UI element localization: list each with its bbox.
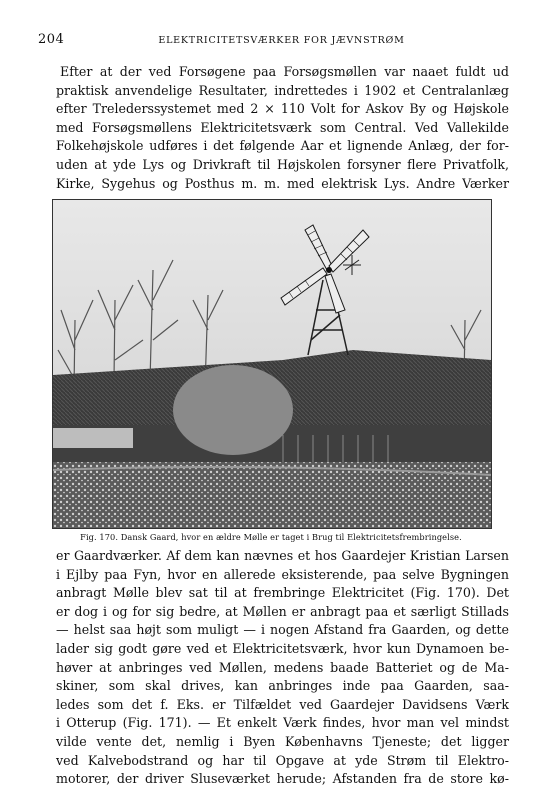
figure-170-photo bbox=[52, 199, 492, 529]
text-line: vilde vente det, nemlig i Byen Københavns Tjeneste; det ligger bbox=[56, 733, 509, 749]
text-line: ved Kalvebodstrand og har til Opgave at yde Strøm til Elektro- bbox=[56, 752, 509, 768]
text-line: motorer, der driver Sluseværket herude; Afstanden fra de store kø- bbox=[56, 771, 509, 787]
text-line: praktisk anvendelige Resultater, indrettedes i 1902 et Centralanlæg bbox=[56, 82, 509, 98]
text-line: anbragt Mølle blev sat til at frembringe Elektricitet (Fig. 170). Det bbox=[56, 585, 509, 601]
running-title: ELEKTRICITETSVÆRKER FOR JÆVNSTRØM bbox=[158, 35, 405, 46]
farm-windmill-photo bbox=[53, 200, 491, 528]
text-line: Folkehøjskole udføres i det følgende Aar et lignende Anlæg, der for- bbox=[56, 138, 509, 154]
paragraph-continued bbox=[56, 547, 509, 789]
text-line: uden at yde Lys og Drivkraft til Højskolen forsyner flere Privatfolk, bbox=[56, 156, 509, 172]
text-line: skiner, som skal drives, kan anbringes inde paa Gaarden, saa- bbox=[56, 678, 509, 694]
text-line: høver at anbringes ved Møllen, medens baade Batteriet og de Ma- bbox=[56, 659, 509, 675]
figure-caption: Fig. 170. Dansk Gaard, hvor en ældre Mølle er taget i Brug til Elektricitetsfrembringelse. bbox=[80, 532, 462, 542]
text-line: Kirke, Sygehus og Posthus m. m. med elektrisk Lys. Andre Værker bbox=[56, 175, 509, 191]
text-line: Efter at der ved Forsøgene paa Forsøgsmøllen var naaet fuldt ud bbox=[60, 64, 509, 79]
paragraph-intro bbox=[56, 63, 509, 193]
text-line: efter Trelederssystemet med 2 × 110 Volt for Askov By og Højskole bbox=[56, 101, 509, 117]
text-line: med Forsøgsmøllens Elektricitetsværk som Central. Ved Vallekilde bbox=[56, 119, 509, 135]
page-header bbox=[38, 32, 525, 48]
text-line: lader sig godt gøre ved et Elektricitetsværk, hvor kun Dynamoen be- bbox=[56, 640, 509, 656]
text-line: er dog i og for sig bedre, at Møllen er anbragt paa et særligt Stillads bbox=[56, 603, 509, 619]
text-line: — helst saa højt som muligt — i nogen Afstand fra Gaarden, og dette bbox=[56, 622, 509, 638]
text-line: i Ejlby paa Fyn, hvor en allerede eksisterende, paa selve Bygningen bbox=[56, 566, 509, 582]
text-line: er Gaardværker. Af dem kan nævnes et hos Gaardejer Kristian Larsen bbox=[56, 548, 509, 563]
text-line: ledes som det f. Eks. er Tilfældet ved Gaardejer Davidsens Værk bbox=[56, 696, 509, 712]
page-number: 204 bbox=[38, 32, 65, 47]
text-line: i Otterup (Fig. 171). — Et enkelt Værk findes, hvor man vel mindst bbox=[56, 715, 509, 731]
